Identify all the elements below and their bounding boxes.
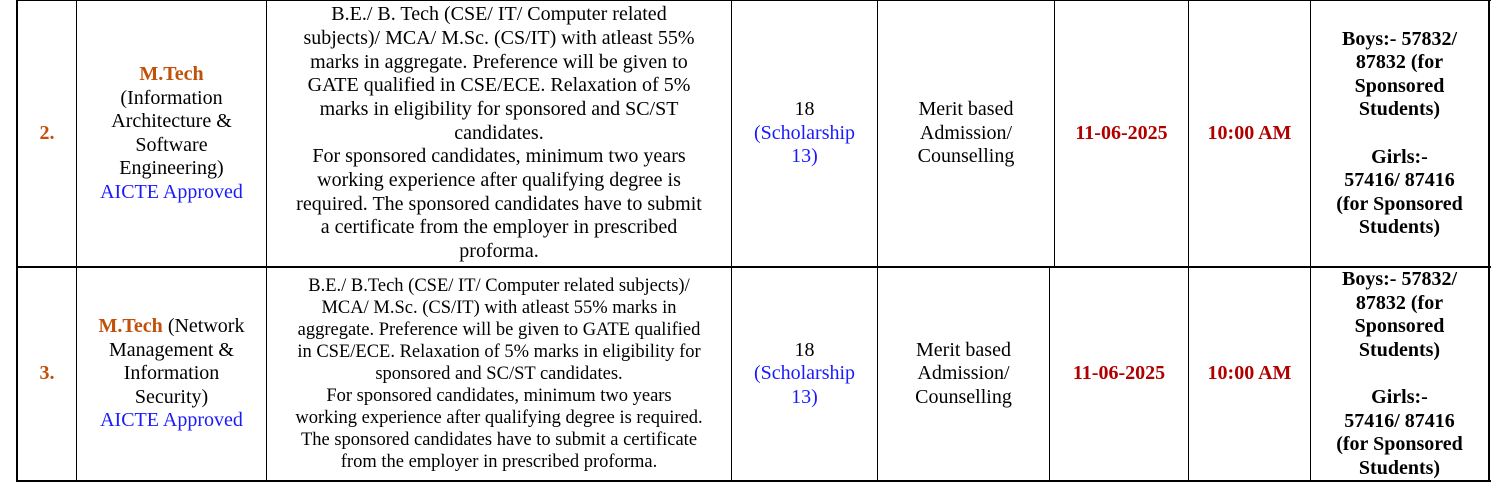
eligibility-line: in CSE/ECE. Relaxation of 5% marks in eligibility for	[297, 342, 701, 362]
course-name: M.Tech	[98, 315, 163, 338]
counselling-time: 10:00 AM	[1207, 121, 1292, 144]
eligibility-line: from the employer in prescribed proforma.	[340, 452, 658, 472]
fee-boys-line: Students)	[1358, 98, 1441, 120]
eligibility-line: proforma.	[459, 240, 539, 263]
course-name: M.Tech	[139, 63, 204, 85]
fee-boys-line: Boys:- 57832/	[1342, 268, 1457, 290]
fee-cell	[1311, 268, 1488, 480]
admission-line: Counselling	[917, 145, 1015, 168]
counselling-date: 11-06-2025	[1072, 362, 1166, 385]
fee-girls-line: Students)	[1358, 456, 1441, 479]
course-spec-line: Security)	[134, 385, 209, 408]
scholarship-line: 13)	[791, 145, 818, 168]
fee-cell	[1311, 1, 1488, 266]
course-cell	[77, 1, 266, 266]
course-cell	[77, 268, 266, 480]
eligibility-line: marks in eligibility for sponsored and SC/ST	[319, 97, 679, 120]
eligibility-line: The sponsored candidates have to submit a certificate	[300, 430, 698, 450]
eligibility-line: MCA/ M.Sc. (CS/IT) with atleast 55% marks in	[321, 298, 677, 318]
fee-girls-line: Girls:-	[1371, 145, 1428, 168]
table-row	[18, 268, 76, 480]
col-divider	[1488, 0, 1490, 482]
admission-line: Merit based	[918, 98, 1014, 121]
fee-boys-line: 87832 (for	[1355, 51, 1444, 73]
fee-boys-line: Students)	[1358, 338, 1441, 361]
eligibility-line: For sponsored candidates, minimum two years	[326, 386, 672, 406]
eligibility-line: a certificate from the employer in prescribed	[320, 216, 678, 239]
eligibility-line: working experience after qualifying degree is	[317, 169, 681, 192]
counselling-date: 11-06-2025	[1075, 121, 1168, 144]
admission-line: Admission/	[917, 362, 1010, 385]
eligibility-line: GATE qualified in CSE/ECE. Relaxation of 5%	[307, 74, 691, 97]
eligibility-line: working experience after qualifying degree is required.	[295, 408, 703, 428]
course-spec-line: Management &	[109, 338, 234, 361]
time-cell	[1189, 1, 1310, 266]
fee-boys-line: Sponsored	[1354, 74, 1445, 97]
course-spec-line: Information	[123, 362, 220, 385]
seats-cell	[732, 268, 877, 480]
eligibility-line: B.E./ B.Tech (CSE/ IT/ Computer related subjects)/	[308, 276, 690, 296]
fee-boys-line: Sponsored	[1354, 315, 1445, 337]
time-cell	[1189, 268, 1310, 480]
eligibility-line: subjects)/ MCA/ M.Sc. (CS/IT) with atleast 55%	[303, 26, 695, 49]
table-bottom-border	[16, 480, 1491, 482]
fee-girls-line: Girls:-	[1371, 386, 1428, 408]
date-cell	[1055, 1, 1188, 266]
scholarship-line: (Scholarship	[753, 121, 856, 144]
course-spec-line: Engineering)	[119, 157, 224, 179]
approval-status: AICTE Approved	[100, 409, 243, 432]
course-title-line	[99, 315, 245, 339]
eligibility-line: For sponsored candidates, minimum two years	[312, 145, 686, 168]
scholarship-line: 13)	[791, 385, 818, 408]
admission-mode-cell	[878, 1, 1054, 266]
course-spec-line: Software	[135, 133, 208, 156]
eligibility-cell	[267, 268, 731, 480]
eligibility-line: sponsored and SC/ST candidates.	[375, 364, 623, 384]
approval-status: AICTE Approved	[100, 180, 243, 203]
counselling-time: 10:00 AM	[1207, 362, 1292, 385]
fee-girls-line: 57416/ 87416	[1344, 409, 1455, 432]
scholarship-line: (Scholarship	[753, 362, 856, 385]
course-spec-line: (Information	[120, 86, 223, 109]
admission-mode-cell	[878, 268, 1049, 480]
eligibility-line: B.E./ B. Tech (CSE/ IT/ Computer related	[331, 3, 667, 26]
date-cell	[1050, 268, 1188, 480]
seats-count: 18	[794, 98, 815, 121]
eligibility-line: marks in aggregate. Preference will be given to	[310, 50, 688, 73]
fee-boys-line: 87832 (for	[1355, 291, 1444, 314]
fee-girls-line: (for Sponsored	[1336, 192, 1463, 215]
eligibility-line: candidates.	[454, 121, 544, 144]
seats-cell	[732, 1, 877, 266]
course-spec-line: Architecture &	[111, 110, 232, 132]
fee-girls-line: 57416/ 87416	[1344, 169, 1455, 191]
table-row	[18, 1, 76, 266]
eligibility-line: aggregate. Preference will be given to GATE qualified	[297, 320, 701, 340]
admission-line: Admission/	[919, 121, 1013, 144]
fee-boys-line: Boys:- 57832/	[1342, 27, 1457, 50]
admission-line: Merit based	[916, 338, 1011, 361]
admission-line: Counselling	[915, 385, 1012, 408]
eligibility-cell	[267, 1, 731, 266]
fee-girls-line: Students)	[1358, 216, 1441, 238]
course-name-suffix: (Network	[162, 315, 245, 338]
serial-number: 3.	[39, 362, 55, 385]
fee-girls-line: (for Sponsored	[1336, 433, 1463, 455]
eligibility-line: required. The sponsored candidates have to submit	[296, 192, 702, 215]
serial-number: 2.	[39, 121, 55, 144]
seats-count: 18	[794, 338, 815, 361]
